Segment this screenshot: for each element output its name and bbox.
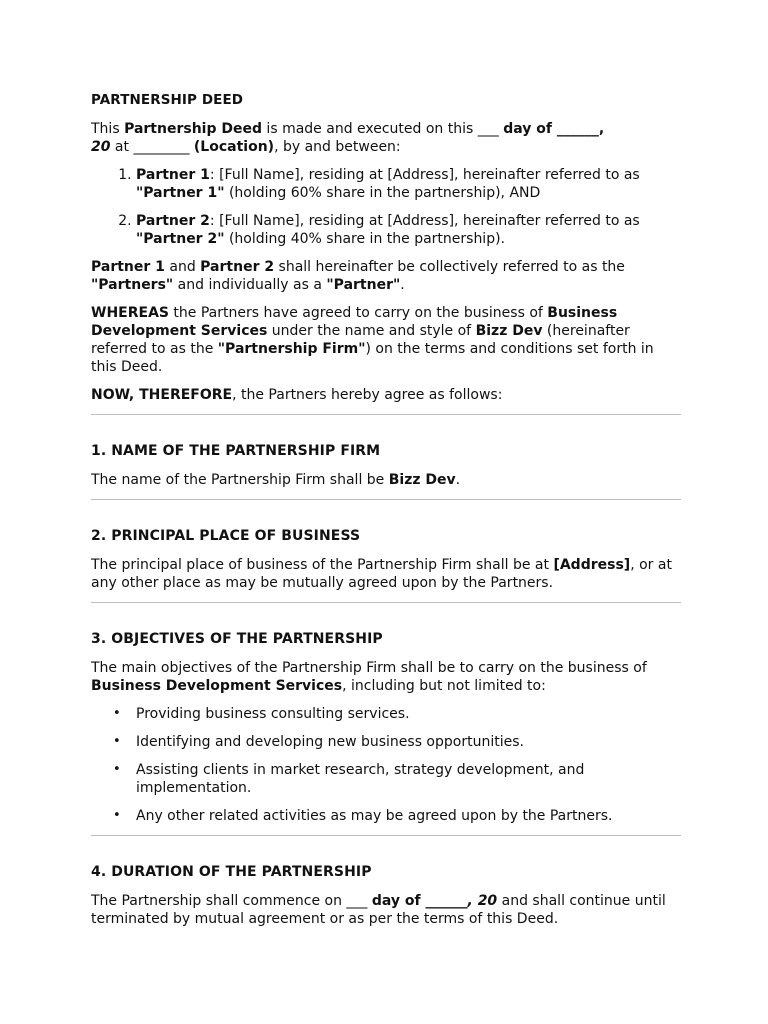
collective-text: . — [400, 277, 405, 293]
section-divider — [91, 414, 681, 415]
firm-term: "Partnership Firm" — [217, 341, 366, 357]
collective-text: and — [164, 259, 201, 275]
whereas-text: the Partners have agreed to carry on the business of — [168, 305, 548, 321]
section-divider — [91, 602, 681, 603]
section-3-paragraph — [91, 659, 681, 695]
section-text: . — [455, 472, 461, 488]
section-2-paragraph — [91, 556, 681, 592]
business-name: Business Development Services — [91, 678, 343, 694]
business-name: Business Development Services — [91, 305, 618, 339]
objective-item: • Assisting clients in market research, strategy development, and implementation. — [136, 761, 681, 797]
party-item — [136, 212, 681, 248]
firm-name: Bizz Dev — [388, 472, 456, 488]
intro-deed-name: Partnership Deed — [124, 121, 262, 137]
collective-text: shall hereinafter be collectively referred to as the — [274, 259, 625, 275]
commence-year: , 20 — [467, 893, 498, 909]
party-name: Partner 1 — [136, 167, 210, 183]
now-therefore-text: , the Partners hereby agree as follows: — [232, 387, 503, 403]
address-placeholder: [Address] — [553, 557, 631, 573]
whereas-text: (hereinafter referred to as the — [91, 323, 630, 357]
section-text: , including but not limited to: — [342, 678, 546, 694]
party-details: : [Full Name], residing at [Address], hereinafter referred to as — [209, 213, 640, 229]
section-text: The name of the Partnership Firm shall be — [91, 472, 389, 488]
document-page — [91, 90, 681, 938]
section-text: The Partnership shall commence on ___ — [91, 893, 372, 909]
objective-item: • Identifying and developing new business opportunities. — [136, 733, 681, 751]
objectives-list — [91, 705, 681, 825]
section-heading: 2. PRINCIPAL PLACE OF BUSINESS — [91, 528, 361, 544]
section-heading: 4. DURATION OF THE PARTNERSHIP — [91, 864, 372, 880]
intro-text: is made and executed on this ___ — [261, 121, 504, 137]
party-alias: "Partner 1" — [136, 185, 225, 201]
section-1-paragraph — [91, 471, 681, 489]
objective-item: • Providing business consulting services. — [136, 705, 681, 723]
intro-text: This — [91, 121, 125, 137]
now-therefore-keyword: NOW, THEREFORE — [91, 387, 233, 403]
commence-date-blank: day of ______ — [371, 893, 468, 909]
section-text: The main objectives of the Partnership Firm shall be to carry on the business of — [91, 660, 647, 676]
intro-location: (Location) — [193, 139, 275, 155]
collective-partner-2: Partner 2 — [200, 259, 275, 275]
collective-paragraph — [91, 258, 681, 294]
parties-list — [91, 166, 681, 248]
section-divider — [91, 499, 681, 500]
section-divider — [91, 835, 681, 836]
section-text: The principal place of business of the Partnership Firm shall be at — [91, 557, 554, 573]
party-share: (holding 60% share in the partnership), AND — [224, 185, 541, 201]
objective-item: • Any other related activities as may be agreed upon by the Partners. — [136, 807, 681, 825]
intro-text: at ________ — [110, 139, 194, 155]
party-details: : [Full Name], residing at [Address], hereinafter referred to as — [209, 167, 640, 183]
whereas-text: ) on the terms and conditions set forth in this Deed. — [91, 341, 654, 375]
firm-name: Bizz Dev — [475, 323, 543, 339]
intro-date-blank: day of ______, — [503, 121, 605, 137]
party-name: Partner 2 — [136, 213, 210, 229]
now-therefore-paragraph — [91, 386, 681, 404]
party-share: (holding 40% share in the partnership). — [224, 231, 505, 247]
whereas-paragraph — [91, 304, 681, 376]
intro-text: , by and between: — [274, 139, 401, 155]
section-text: and shall continue until terminated by mutual agreement or as per the terms of this Deed. — [91, 893, 666, 927]
intro-year: 20 — [91, 139, 111, 155]
section-text: , or at any other place as may be mutually agreed upon by the Partners. — [91, 557, 672, 591]
section-heading: 1. NAME OF THE PARTNERSHIP FIRM — [91, 443, 381, 459]
whereas-text: under the name and style of — [267, 323, 476, 339]
party-item — [136, 166, 681, 202]
party-alias: "Partner 2" — [136, 231, 225, 247]
intro-paragraph — [91, 120, 681, 156]
collective-partners-term: "Partners" — [91, 277, 174, 293]
collective-partner-term: "Partner" — [326, 277, 401, 293]
collective-partner-1: Partner 1 — [91, 259, 165, 275]
collective-text: and individually as a — [173, 277, 327, 293]
section-4-paragraph — [91, 892, 681, 928]
section-heading: 3. OBJECTIVES OF THE PARTNERSHIP — [91, 631, 383, 647]
document-title: PARTNERSHIP DEED — [91, 92, 244, 108]
whereas-keyword: WHEREAS — [91, 305, 169, 321]
